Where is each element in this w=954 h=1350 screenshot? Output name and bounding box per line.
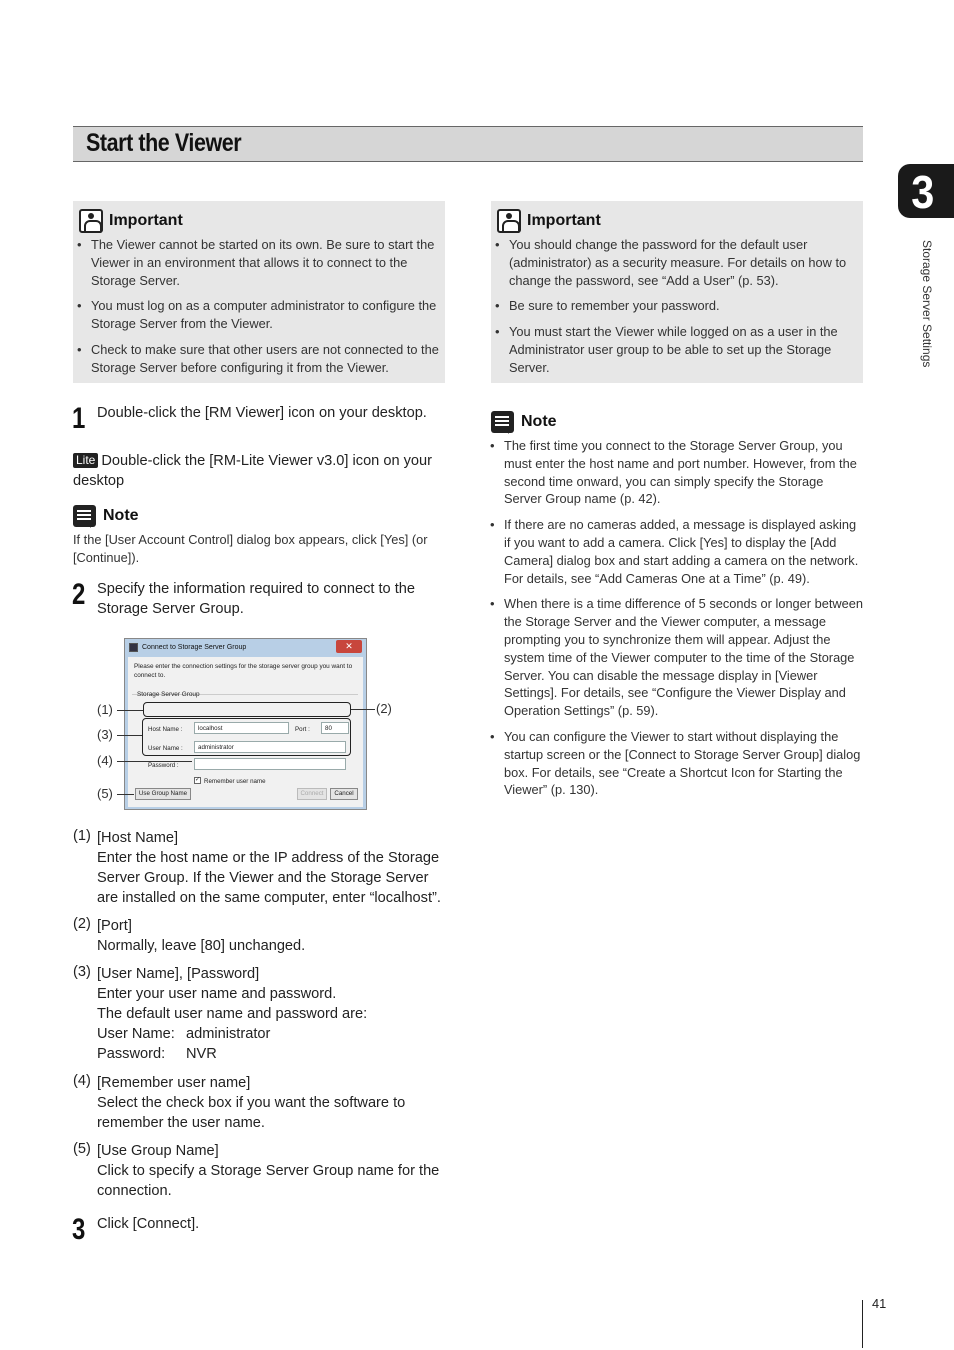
host-name-label: Host Name : bbox=[148, 726, 183, 733]
host-name-field[interactable]: localhost bbox=[194, 722, 289, 734]
important-heading: Important bbox=[497, 209, 601, 233]
chapter-tab bbox=[898, 164, 954, 218]
callout-3: (3) bbox=[97, 727, 113, 742]
remember-checkbox[interactable]: ✓ bbox=[195, 777, 201, 783]
important-icon bbox=[79, 209, 103, 233]
app-icon bbox=[129, 643, 138, 652]
password-field[interactable] bbox=[194, 758, 346, 770]
definition-number: (2) bbox=[73, 916, 91, 932]
connect-button[interactable]: Connect bbox=[297, 788, 327, 800]
list-item: • You can configure the Viewer to start without displaying the startup screen or the [Connect to Storage Server Group] dialog box. For details, see “Create a Shortcut Icon for Starting the Viewer” (p. 130). bbox=[487, 728, 863, 799]
host-port-highlight bbox=[143, 702, 351, 717]
chapter-number: 3 bbox=[911, 166, 935, 218]
definition-host-name: [Host Name] Enter the host name or the IP address of the Storage Server Group. If the Viewer and the Storage Server are installed on the same computer, enter “localhost”. bbox=[97, 830, 441, 906]
cancel-button[interactable]: Cancel bbox=[330, 788, 358, 800]
note-icon bbox=[73, 505, 96, 527]
list-item: • The first time you connect to the Storage Server Group, you must enter the host name and port number. However, from the second time onward, you can simply specify the Storage Server Group name (p. 42). bbox=[487, 437, 863, 508]
note-text: If the [User Account Control] dialog box appears, click [Yes] (or [Continue]). bbox=[73, 532, 428, 565]
callout-line bbox=[117, 761, 192, 762]
important-list bbox=[492, 236, 858, 377]
page-number-rule bbox=[862, 1300, 863, 1348]
definition-number: (3) bbox=[73, 964, 91, 980]
remember-label: Remember user name bbox=[204, 778, 266, 785]
list-item: • Check to make sure that other users are not connected to the Storage Server before configuring it from the Viewer. bbox=[74, 341, 440, 377]
use-group-name-button[interactable]: Use Group Name bbox=[135, 788, 191, 800]
note-heading-right: Note bbox=[491, 411, 557, 433]
list-item: • When there is a time difference of 5 seconds or longer between the Storage Server and the Viewer computer, a message prompting you to synchronize them will appear. Adjust the system time of the Viewer computer to the time of the Storage Server. You can disable the message display in [Viewer Settings]. For details, see “Configure the Viewer Display and Operation Settings” (p. 59). bbox=[487, 595, 863, 720]
callout-4: (4) bbox=[97, 753, 113, 768]
note-list bbox=[487, 437, 863, 799]
note-icon bbox=[491, 411, 514, 433]
important-list bbox=[74, 236, 440, 377]
default-user-name: User Name: administrator bbox=[97, 1026, 271, 1042]
section-title-bar bbox=[73, 126, 863, 162]
password-label: Password : bbox=[148, 762, 179, 769]
user-password-highlight bbox=[142, 718, 351, 756]
default-password: Password: NVR bbox=[97, 1046, 217, 1062]
user-name-field[interactable]: administrator bbox=[194, 741, 346, 753]
list-item: • You must log on as a computer administrator to configure the Storage Server from the Viewer. bbox=[74, 297, 440, 333]
callout-5: (5) bbox=[97, 786, 113, 801]
dialog-title-bar bbox=[125, 639, 366, 657]
callout-line bbox=[117, 735, 142, 736]
port-field[interactable]: 80 bbox=[321, 722, 349, 734]
dialog-title: Connect to Storage Server Group bbox=[142, 644, 247, 651]
callout-1: (1) bbox=[97, 702, 113, 717]
note-heading-left: Note bbox=[73, 505, 139, 527]
lite-instruction: Lite Double-click the [RM-Lite Viewer v3.0] icon on your desktop bbox=[73, 453, 433, 489]
definition-port: [Port] Normally, leave [80] unchanged. bbox=[97, 918, 306, 954]
dialog-message: Please enter the connection settings for the storage server group you want to connect to. bbox=[134, 663, 353, 679]
user-name-label: User Name : bbox=[148, 745, 183, 752]
list-item: • If there are no cameras added, a message is displayed asking if you want to add a camera. Click [Yes] to display the [Add Camera] dialog box and start adding a camera on the network. For details, see “Add Cameras One at a Time” (p. 49). bbox=[487, 516, 863, 587]
callout-line bbox=[351, 709, 375, 710]
list-item: • You must start the Viewer while logged on as a user in the Administrator user group to be able to set up the Storage Server. bbox=[492, 323, 858, 376]
port-label: Port : bbox=[295, 726, 310, 733]
list-item: • The Viewer cannot be started on its own. Be sure to start the Viewer in an environment that allows it to connect to the Storage Server. bbox=[74, 236, 440, 289]
definition-number: (5) bbox=[73, 1141, 91, 1157]
lite-badge: Lite bbox=[73, 453, 98, 468]
list-item: • Be sure to remember your password. bbox=[492, 297, 858, 315]
step-3-text: Click [Connect]. bbox=[97, 1216, 200, 1232]
step-2-number: 2 bbox=[72, 578, 86, 611]
definition-number: (1) bbox=[73, 828, 91, 844]
definition-remember: [Remember user name] Select the check box if you want the software to remember the user name. bbox=[97, 1075, 406, 1131]
important-heading: Important bbox=[79, 209, 183, 233]
callout-line bbox=[117, 710, 143, 711]
page-number: 41 bbox=[872, 1296, 887, 1311]
close-button[interactable]: ✕ bbox=[336, 640, 362, 653]
important-box-left bbox=[73, 201, 445, 383]
step-1-text: Double-click the [RM Viewer] icon on your desktop. bbox=[97, 405, 427, 421]
page-title: Start the Viewer bbox=[86, 129, 242, 157]
step-2-text: Specify the information required to connect to the Storage Server Group. bbox=[97, 581, 416, 617]
chapter-label: Storage Server Settings bbox=[920, 240, 934, 368]
callout-line bbox=[117, 794, 134, 795]
step-3-number: 3 bbox=[72, 1213, 86, 1246]
list-item: • You should change the password for the default user (administrator) as a security measure. For details on how to change the password, see “Add a User” (p. 53). bbox=[492, 236, 858, 289]
definition-user-password: [User Name], [Password] Enter your user name and password. The default user name and password are: User Name: administrator Password: NVR bbox=[97, 964, 457, 1064]
important-icon bbox=[497, 209, 521, 233]
definition-number: (4) bbox=[73, 1073, 91, 1089]
step-1-number: 1 bbox=[72, 402, 86, 435]
callout-2: (2) bbox=[376, 701, 392, 716]
group-label: Storage Server Group bbox=[137, 691, 200, 698]
definition-use-group: [Use Group Name] Click to specify a Storage Server Group name for the connection. bbox=[97, 1143, 440, 1199]
important-box-right bbox=[491, 201, 863, 383]
